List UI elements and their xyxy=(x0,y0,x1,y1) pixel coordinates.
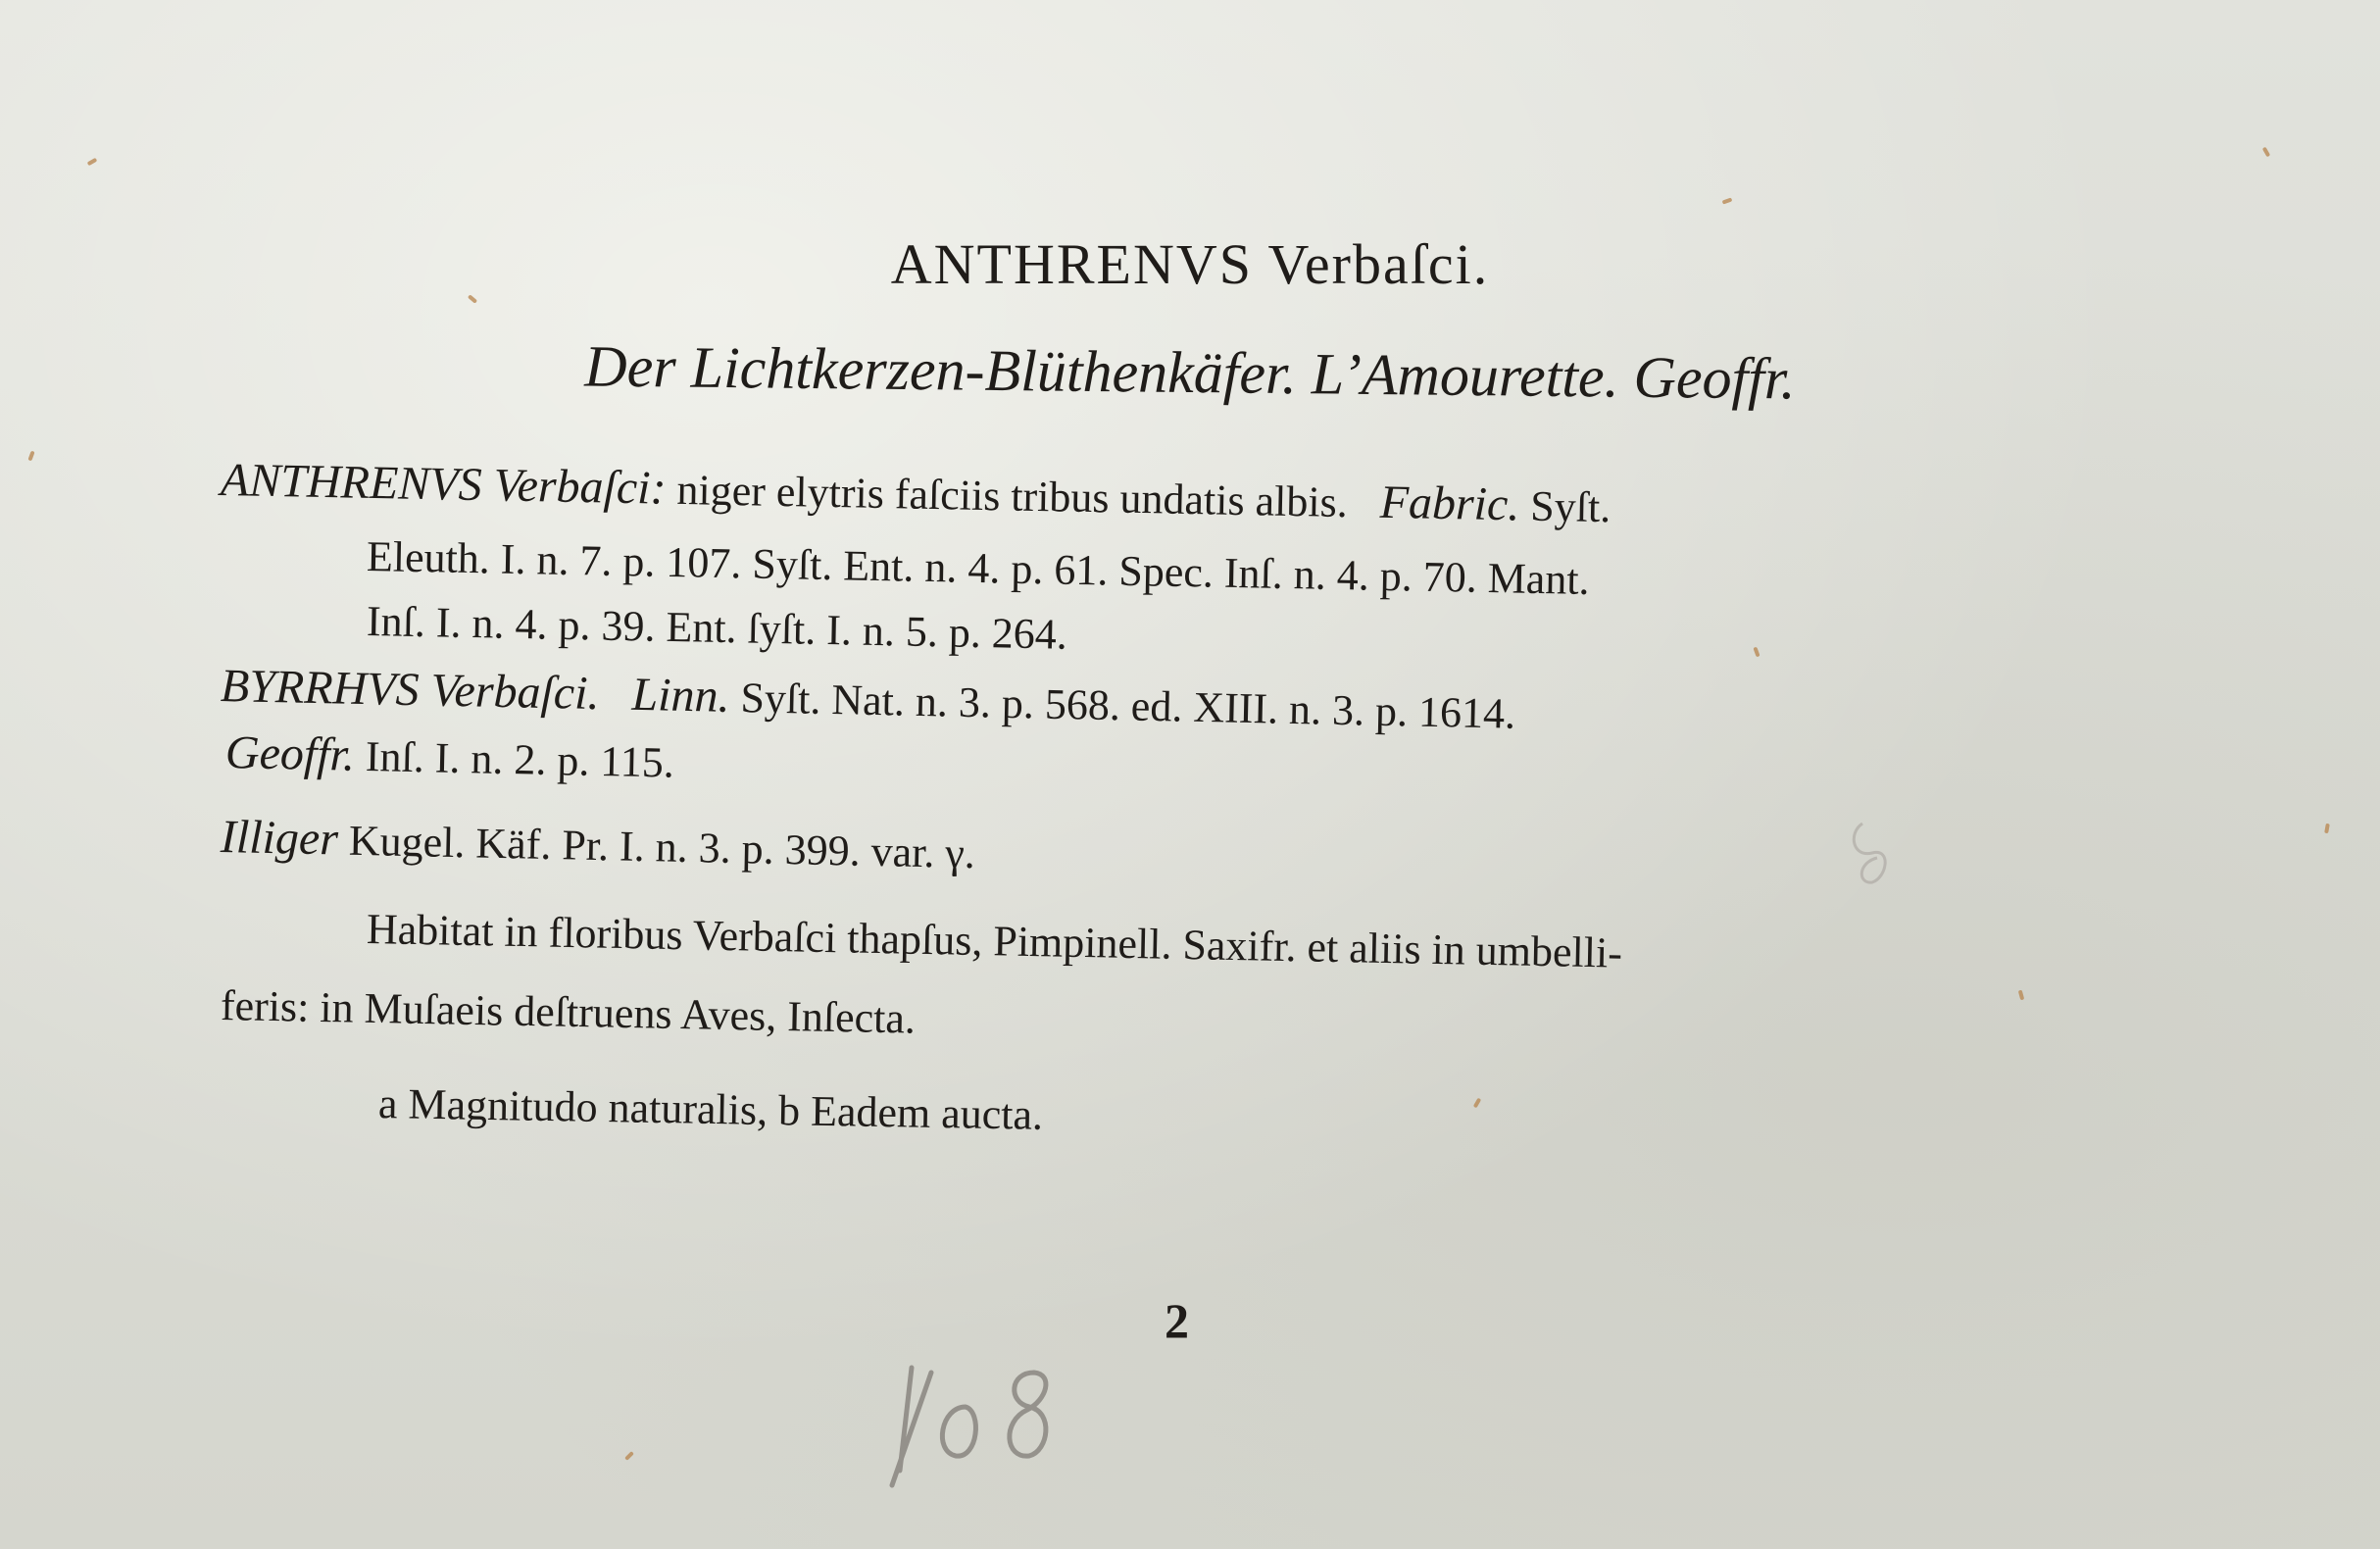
page-number: 2 xyxy=(1165,1293,1189,1348)
habitat-line-2: feris: in Muſaeis deſtruens Aves, Inſecta. xyxy=(220,981,917,1043)
paper-fleck xyxy=(1753,647,1760,658)
paper-fleck xyxy=(1722,197,1733,204)
synonym-reference-linn: Syſt. Nat. n. 3. p. 568. ed. XIII. n. 3. p. 1614. xyxy=(728,673,1516,738)
paper-fleck xyxy=(2324,824,2330,834)
paper-fleck xyxy=(2018,990,2024,1001)
synonym-line-geoffr xyxy=(224,725,674,789)
paper-fleck xyxy=(27,451,34,462)
pencil-smudge-mark xyxy=(1843,814,1911,892)
figure-caption: a Magnitudo naturalis, b Eadem aucta. xyxy=(377,1079,1044,1139)
synonym-line-3: Inſ. I. n. 4. p. 39. Ent. ſyſt. I. n. 5. p. 264. xyxy=(366,597,1068,659)
synonym-line-2: Eleuth. I. n. 7. p. 107. Syſt. Ent. n. 4. p. 61. Spec. Inſ. n. 4. p. 70. Mant. xyxy=(366,532,1591,604)
synonym-genus-byrrhus: BYRRHVS Verbaſci. xyxy=(220,660,601,721)
synonym-author-illiger: Illiger xyxy=(220,811,339,866)
habitat-line-1: Habitat in floribus Verbaſci thapſus, Pimpinell. Saxifr. et aliis in umbelli- xyxy=(366,905,1623,977)
handwritten-pencil-number xyxy=(872,1314,1108,1490)
paper-fleck xyxy=(1473,1098,1481,1109)
synonym-reference-geoffr: Inſ. I. n. 2. p. 115. xyxy=(354,731,675,787)
synonym-description: niger elytris faſciis tribus undatis albis. xyxy=(666,465,1349,527)
paper-fleck xyxy=(87,158,98,166)
synonym-line-illiger xyxy=(220,810,975,879)
paper-fleck xyxy=(624,1451,634,1461)
synonym-reference-start: Syſt. xyxy=(1518,481,1611,532)
synonym-line-1 xyxy=(220,453,1611,533)
synonym-author-fabric: Fabric. xyxy=(1379,475,1520,531)
synonym-reference-illiger: Kugel. Käf. Pr. I. n. 3. p. 399. var. γ. xyxy=(337,816,976,878)
paper-fleck xyxy=(2262,147,2270,158)
synonym-author-geoffr: Geoffr. xyxy=(224,726,356,781)
synonym-line-byrrhus xyxy=(220,659,1515,740)
synonym-genus-anthrenus: ANTHRENVS Verbaſci: xyxy=(220,454,668,515)
species-title: ANTHRENVS Verbaſci. xyxy=(890,232,1490,296)
common-names-line: Der Lichtkerzen-Blüthenkäfer. L’Amourette. Geoffr. xyxy=(584,333,1796,412)
synonym-author-linn: Linn. xyxy=(630,668,731,723)
